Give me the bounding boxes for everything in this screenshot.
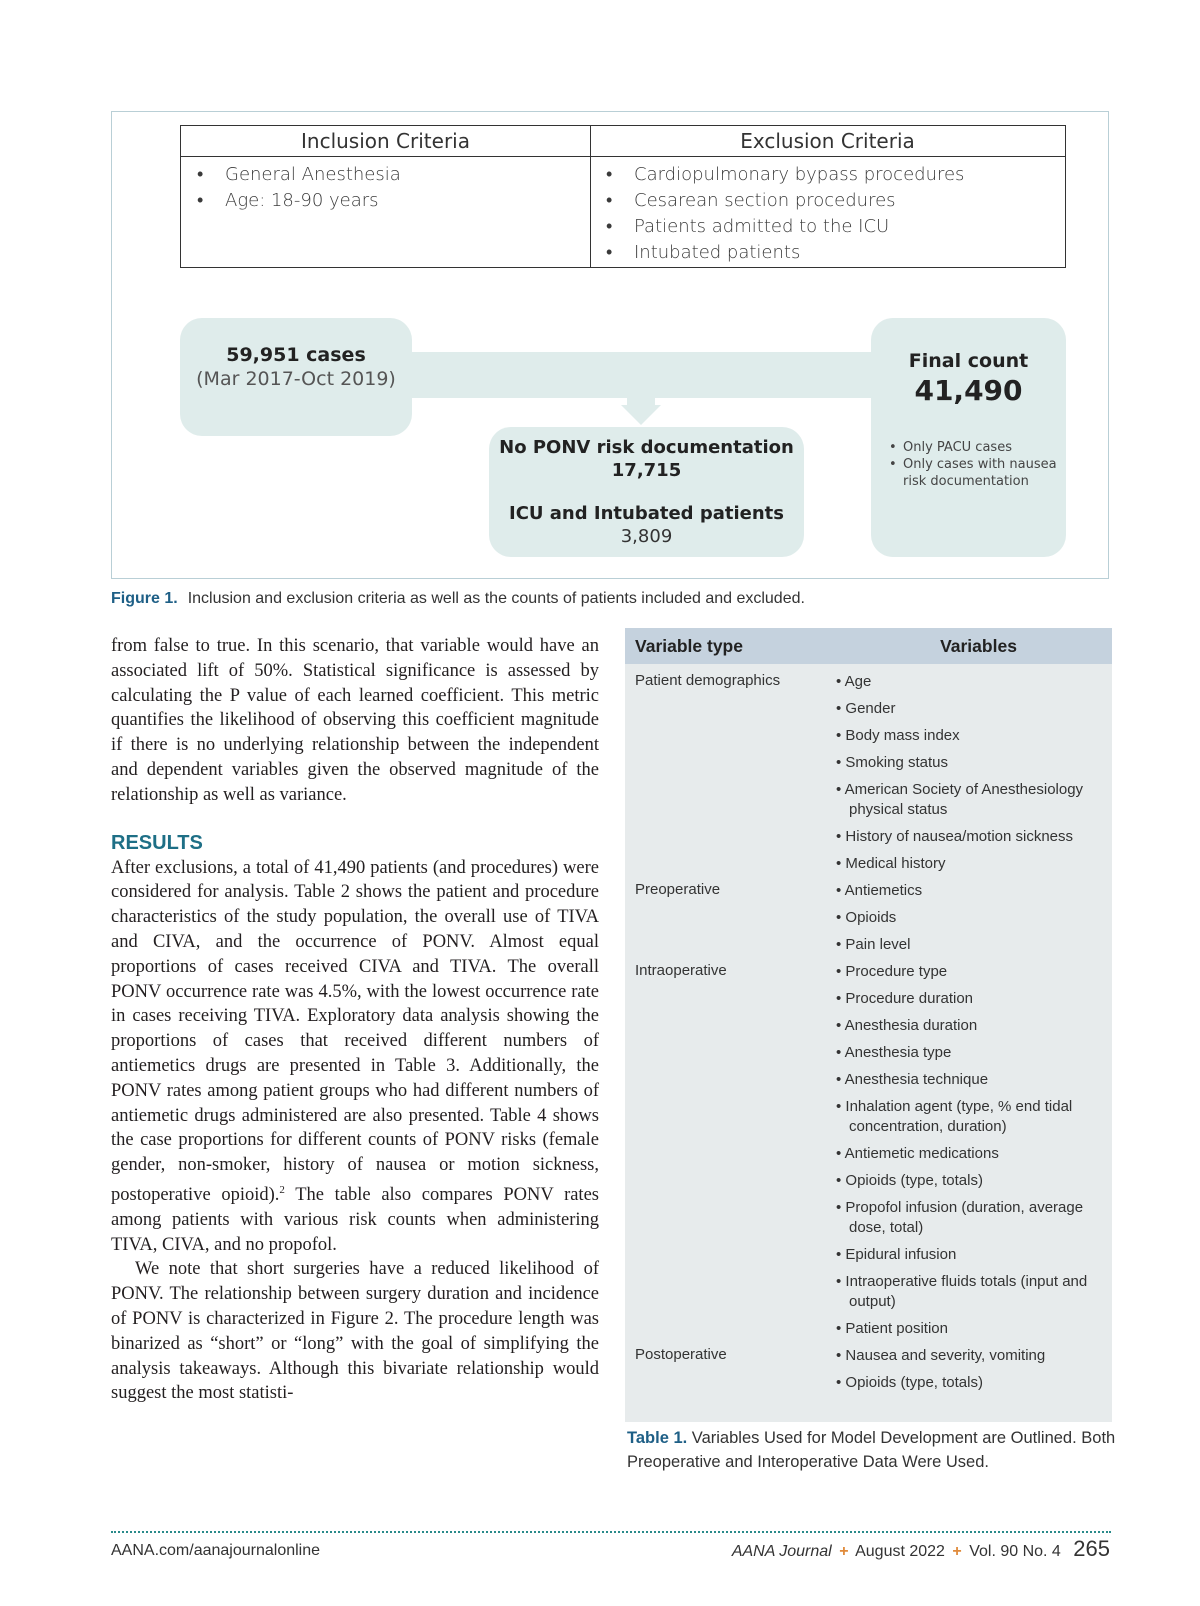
excluded-count-2: 3,809 bbox=[620, 526, 673, 547]
variable-item: • Epidural infusion bbox=[835, 1245, 1112, 1265]
figure-caption-label: Figure 1. bbox=[111, 590, 178, 607]
paragraph: We note that short surgeries have a reduced likelihood of PONV. The relationship between surgery duration and incidence of PONV is characterized in Figure 2. The procedure length was binarized as “short” or “long” with the goal of simplifying the analysis takeaways. Although this bivariate relationship would suggest the most statisti- bbox=[111, 1259, 599, 1404]
variables-cell bbox=[835, 1346, 1112, 1400]
variable-item: • Opioids (type, totals) bbox=[835, 1373, 1112, 1393]
journal-name: AANA Journal bbox=[731, 1543, 832, 1560]
paragraph bbox=[111, 856, 599, 1258]
figure-caption-text: Inclusion and exclusion criteria as well as the counts of patients included and excluded. bbox=[187, 590, 805, 607]
inclusion-header: Inclusion Criteria bbox=[181, 126, 590, 157]
figure-caption bbox=[111, 590, 805, 608]
exclusion-list bbox=[590, 156, 1065, 266]
exclusion-column bbox=[590, 156, 1065, 267]
excluded-label-1: No PONV risk documentation bbox=[499, 437, 794, 458]
volume-issue: Vol. 90 No. 4 bbox=[969, 1543, 1061, 1560]
criteria-table bbox=[180, 125, 1066, 268]
final-count-label: Final count bbox=[908, 350, 1029, 372]
exclusion-header: Exclusion Criteria bbox=[590, 126, 1065, 157]
date-range: (Mar 2017-Oct 2019) bbox=[196, 368, 396, 390]
footer-url: AANA.com/aanajournalonline bbox=[111, 1542, 321, 1559]
table-caption-label: Table 1. bbox=[627, 1429, 688, 1447]
variable-item: • Patient position bbox=[835, 1319, 1112, 1339]
variable-type-cell: Preoperative bbox=[635, 881, 721, 898]
excluded-box bbox=[489, 427, 804, 557]
excluded-count-1: 17,715 bbox=[611, 460, 682, 481]
table-header-row bbox=[625, 628, 1112, 664]
variable-item: • History of nausea/motion sickness bbox=[835, 827, 1112, 847]
variable-item: • Anesthesia type bbox=[835, 1043, 1112, 1063]
footer-citation bbox=[732, 1536, 1110, 1562]
variable-type-cell: Intraoperative bbox=[635, 962, 727, 979]
reference-superscript: 2 bbox=[279, 1183, 285, 1196]
total-cases-box bbox=[180, 318, 412, 436]
variable-item: • Anesthesia duration bbox=[835, 1016, 1112, 1036]
variable-item: • Procedure type bbox=[835, 962, 1112, 982]
inclusion-list bbox=[181, 156, 590, 214]
paragraph: from false to true. In this scenario, that variable would have an associated lift of 50%. Statistical significance is assessed by calculating the P value of each learned coefficient. This metric quantifies the likelihood of observing this coefficient magnitude if there is no underlying relationship between the independent and dependent variables given the observed magnitude of the relationship as well as variance. bbox=[111, 636, 599, 805]
variable-item: • Age bbox=[835, 672, 1112, 692]
plus-icon: + bbox=[952, 1543, 962, 1560]
final-count: 41,490 bbox=[914, 374, 1023, 407]
exclusion-item: • Intubated patients bbox=[606, 240, 1065, 266]
header-variables: Variables bbox=[940, 635, 1017, 656]
exclusion-item: • Cesarean section procedures bbox=[606, 188, 1065, 214]
final-note: • Only cases with nausea risk documentation bbox=[889, 456, 1066, 490]
table-row bbox=[625, 881, 1112, 962]
table-row bbox=[625, 962, 1112, 1346]
variables-cell bbox=[835, 672, 1112, 881]
paragraph-text: The table also compares PONV rates among patients with various risk counts when administering TIVA, CIVA, and no propofol. bbox=[111, 1185, 599, 1255]
variable-item: • Opioids (type, totals) bbox=[835, 1171, 1112, 1191]
exclusion-item: • Cardiopulmonary bypass procedures bbox=[606, 162, 1065, 188]
table-caption bbox=[627, 1426, 1117, 1474]
plus-icon: + bbox=[839, 1543, 849, 1560]
table-1 bbox=[625, 628, 1112, 1422]
variable-item: • Inhalation agent (type, % end tidal concentration, duration) bbox=[835, 1097, 1112, 1137]
variable-item: • Antiemetics bbox=[835, 881, 1112, 901]
body-text-column bbox=[111, 634, 599, 1406]
variable-item: • Body mass index bbox=[835, 726, 1112, 746]
variable-type-cell: Patient demographics bbox=[635, 672, 781, 689]
footer-divider bbox=[111, 1531, 1111, 1533]
variable-item: • Anesthesia technique bbox=[835, 1070, 1112, 1090]
flow-connector bbox=[390, 352, 890, 398]
variable-item: • Smoking status bbox=[835, 753, 1112, 773]
final-note: • Only PACU cases bbox=[889, 439, 1066, 456]
variables-cell bbox=[835, 881, 1112, 962]
exclusion-item: • Patients admitted to the ICU bbox=[606, 214, 1065, 240]
variable-item: • Procedure duration bbox=[835, 989, 1112, 1009]
inclusion-item: • Age: 18-90 years bbox=[197, 188, 590, 214]
inclusion-item: • General Anesthesia bbox=[197, 162, 590, 188]
variable-item: • Propofol infusion (duration, average dose, total) bbox=[835, 1198, 1112, 1238]
excluded-label-2: ICU and Intubated patients bbox=[509, 503, 784, 524]
table-row bbox=[625, 672, 1112, 881]
variable-item: • Intraoperative fluids totals (input and output) bbox=[835, 1272, 1112, 1312]
variable-item: • American Society of Anesthesiology physical status bbox=[835, 780, 1112, 820]
down-arrow-icon bbox=[621, 405, 661, 425]
total-cases: 59,951 cases bbox=[226, 344, 366, 366]
variable-item: • Gender bbox=[835, 699, 1112, 719]
final-count-box bbox=[871, 318, 1066, 557]
variable-item: • Nausea and severity, vomiting bbox=[835, 1346, 1112, 1366]
inclusion-column bbox=[181, 156, 590, 267]
final-notes bbox=[871, 439, 1066, 490]
results-heading: RESULTS bbox=[111, 831, 203, 854]
variables-cell bbox=[835, 962, 1112, 1346]
variable-type-cell: Postoperative bbox=[635, 1346, 727, 1363]
table-row bbox=[625, 1346, 1112, 1400]
variable-item: • Pain level bbox=[835, 935, 1112, 955]
table-body bbox=[625, 664, 1112, 1400]
page-number: 265 bbox=[1073, 1536, 1110, 1561]
variable-item: • Opioids bbox=[835, 908, 1112, 928]
header-variable-type: Variable type bbox=[635, 635, 743, 656]
variable-item: • Antiemetic medications bbox=[835, 1144, 1112, 1164]
table-caption-text: Variables Used for Model Development are Outlined. Both Preoperative and Interoperative Data Were Used. bbox=[627, 1429, 1116, 1471]
paragraph-text: After exclusions, a total of 41,490 patients (and procedures) were considered for analysis. Table 2 shows the patient and procedure characteristics of the study population, the overall use of TIVA and CIVA, and the occurrence of PONV. Almost equal proportions of cases received CIVA and TIVA. The overall PONV occurrence rate was 4.5%, with the lowest occurrence rate in cases receiving TIVA. Exploratory data analysis showing the proportions of cases that received different numbers of antiemetics drugs are presented in Table 3. Additionally, the PONV rates among patient groups who had different numbers of antiemetic drugs administered are also presented. Table 4 shows the case proportions for different counts of PONV risks (female gender, non-smoker, history of nausea or motion sickness, postoperative opioid). bbox=[111, 857, 599, 1206]
issue-date: August 2022 bbox=[855, 1543, 945, 1560]
variable-item: • Medical history bbox=[835, 854, 1112, 874]
